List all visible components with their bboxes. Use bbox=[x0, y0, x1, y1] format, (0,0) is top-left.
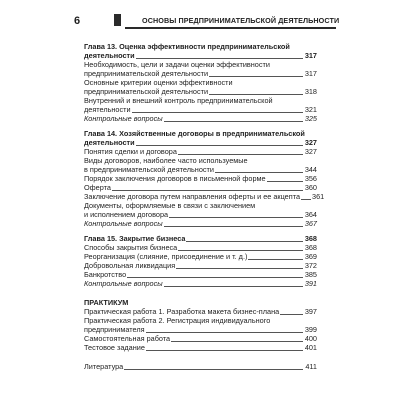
page-ref: 364 bbox=[304, 210, 317, 219]
dot-leader bbox=[178, 250, 303, 251]
chapter-title-line1: Глава 13. Оценка эффективности предпринимательской bbox=[84, 42, 290, 51]
workshop-entry-label: Тестовое задание bbox=[84, 343, 145, 352]
dot-leader bbox=[164, 226, 303, 227]
page-ref: 369 bbox=[304, 252, 317, 261]
toc-entry-line1: Основные критерии оценки эффективности bbox=[84, 78, 233, 87]
dot-leader bbox=[169, 217, 303, 218]
page-ref: 401 bbox=[304, 343, 317, 352]
dot-leader bbox=[136, 145, 303, 146]
dot-leader bbox=[164, 121, 303, 122]
toc-entry-row bbox=[84, 174, 317, 183]
dot-leader bbox=[280, 314, 303, 315]
toc-entry-label: Банкротство bbox=[84, 270, 127, 279]
page-ref: 317 bbox=[304, 69, 317, 78]
dot-leader bbox=[146, 350, 303, 351]
toc-entry-label: Заключение договора путем направления оферты и ее акцепта bbox=[84, 192, 301, 201]
chapter-title: Глава 15. Закрытие бизнеса bbox=[84, 234, 186, 243]
dot-leader bbox=[124, 369, 303, 370]
toc-entry-row bbox=[84, 270, 317, 279]
toc-entry-label: в предпринимательской деятельности bbox=[84, 165, 214, 174]
page-ref: 325 bbox=[304, 114, 317, 123]
dot-leader bbox=[178, 154, 303, 155]
page-ref: 397 bbox=[304, 307, 317, 316]
toc-entry-label: деятельности bbox=[84, 105, 131, 114]
page-ref: 356 bbox=[304, 174, 317, 183]
workshop-entry-label: Самостоятельная работа bbox=[84, 334, 171, 343]
running-header bbox=[74, 12, 340, 30]
workshop-entry-row bbox=[84, 343, 317, 352]
dot-leader bbox=[248, 259, 303, 260]
workshop-entry-row bbox=[84, 325, 317, 334]
toc-entry-label: Контрольные вопросы bbox=[84, 279, 163, 288]
section-gap bbox=[84, 288, 317, 298]
dot-leader bbox=[164, 286, 303, 287]
page-ref: 367 bbox=[304, 219, 317, 228]
chapter-title-row bbox=[84, 234, 317, 243]
page-ref: 391 bbox=[304, 279, 317, 288]
toc-entry-label: Способы закрытия бизнеса bbox=[84, 243, 178, 252]
page-ref: 327 bbox=[304, 138, 317, 147]
toc-entry-label: Порядок заключения договоров в письменной форме bbox=[84, 174, 266, 183]
workshop-entry-line1: Практическая работа 2. Регистрация индивидуального bbox=[84, 316, 271, 325]
workshop-entry-label: предпринимателя bbox=[84, 325, 145, 334]
toc-entry-row bbox=[84, 279, 317, 288]
toc-entry-label: и исполнением договора bbox=[84, 210, 169, 219]
page-ref: 400 bbox=[304, 334, 317, 343]
page-ref: 368 bbox=[304, 243, 317, 252]
page-ref: 399 bbox=[304, 325, 317, 334]
dot-leader bbox=[136, 58, 303, 59]
workshop-heading: ПРАКТИКУМ bbox=[84, 298, 129, 307]
toc-entry-label: предпринимательской деятельности bbox=[84, 69, 209, 78]
literature-row bbox=[84, 362, 317, 371]
toc-entry-row bbox=[84, 219, 317, 228]
toc-entry-row bbox=[84, 183, 317, 192]
toc-entry-row bbox=[84, 165, 317, 174]
dot-leader bbox=[209, 76, 303, 77]
workshop-entry-row bbox=[84, 307, 317, 316]
toc-entry-row bbox=[84, 252, 317, 261]
toc-entry-row bbox=[84, 69, 317, 78]
dot-leader bbox=[112, 190, 303, 191]
page-ref: 385 bbox=[304, 270, 317, 279]
toc-entry-line1: Внутренний и внешний контроль предпринимательской bbox=[84, 96, 273, 105]
toc-entry-row bbox=[84, 114, 317, 123]
chapter-title-row bbox=[84, 51, 317, 60]
toc-entry-row bbox=[84, 192, 325, 201]
toc-entry-line1: Документы, оформляемые в связи с заключением bbox=[84, 201, 256, 210]
page-ref: 344 bbox=[304, 165, 317, 174]
dot-leader bbox=[186, 241, 303, 242]
toc-entry-label: Оферта bbox=[84, 183, 111, 192]
toc-entry-line1: Необходимость, цели и задачи оценки эффективности bbox=[84, 60, 270, 69]
dot-leader bbox=[176, 268, 303, 269]
dot-leader bbox=[215, 172, 303, 173]
toc-entry-row bbox=[84, 261, 317, 270]
toc-entry-label: Добровольная ликвидация bbox=[84, 261, 176, 270]
page-ref: 318 bbox=[304, 87, 317, 96]
page-ref: 411 bbox=[305, 362, 317, 371]
page-ref: 327 bbox=[304, 147, 317, 156]
running-title: ОСНОВЫ ПРЕДПРИНИМАТЕЛЬСКОЙ ДЕЯТЕЛЬНОСТИ bbox=[142, 16, 340, 25]
toc-entry-label: Понятия сделки и договора bbox=[84, 147, 177, 156]
toc-entry-row bbox=[84, 210, 317, 219]
dot-leader bbox=[171, 341, 303, 342]
dot-leader bbox=[146, 332, 303, 333]
toc-entry-row bbox=[84, 87, 317, 96]
toc-entry-row bbox=[84, 147, 317, 156]
chapter-title-row bbox=[84, 138, 317, 147]
header-mark bbox=[114, 14, 121, 26]
workshop-entry-row bbox=[84, 334, 317, 343]
table-of-contents bbox=[84, 42, 325, 371]
workshop-entry-label: Практическая работа 1. Разработка макета бизнес-плана bbox=[84, 307, 280, 316]
chapter-title: деятельности bbox=[84, 51, 135, 60]
page-ref: 368 bbox=[304, 234, 317, 243]
toc-entry-label: предпринимательской деятельности bbox=[84, 87, 209, 96]
page-ref: 317 bbox=[304, 51, 317, 60]
page-number: 6 bbox=[74, 15, 81, 27]
toc-entry-label: Контрольные вопросы bbox=[84, 219, 163, 228]
chapter-title: деятельности bbox=[84, 138, 135, 147]
page-ref: 361 bbox=[312, 192, 325, 201]
section-gap bbox=[84, 352, 317, 362]
page-ref: 372 bbox=[304, 261, 317, 270]
toc-entry-label: Контрольные вопросы bbox=[84, 114, 163, 123]
literature-label: Литература bbox=[84, 362, 124, 371]
dot-leader bbox=[132, 112, 303, 113]
page-ref: 360 bbox=[304, 183, 317, 192]
chapter-title-line1: Глава 14. Хозяйственные договоры в предпринимательской bbox=[84, 129, 305, 138]
dot-leader bbox=[301, 199, 311, 200]
toc-entry-row bbox=[84, 105, 317, 114]
toc-entry-label: Реорганизация (слияние, присоединение и т. д.) bbox=[84, 252, 248, 261]
dot-leader bbox=[267, 181, 303, 182]
page-ref: 321 bbox=[304, 105, 317, 114]
dot-leader bbox=[127, 277, 303, 278]
toc-entry-line1: Виды договоров, наиболее часто используемые bbox=[84, 156, 248, 165]
toc-entry-row bbox=[84, 243, 317, 252]
dot-leader bbox=[209, 94, 303, 95]
